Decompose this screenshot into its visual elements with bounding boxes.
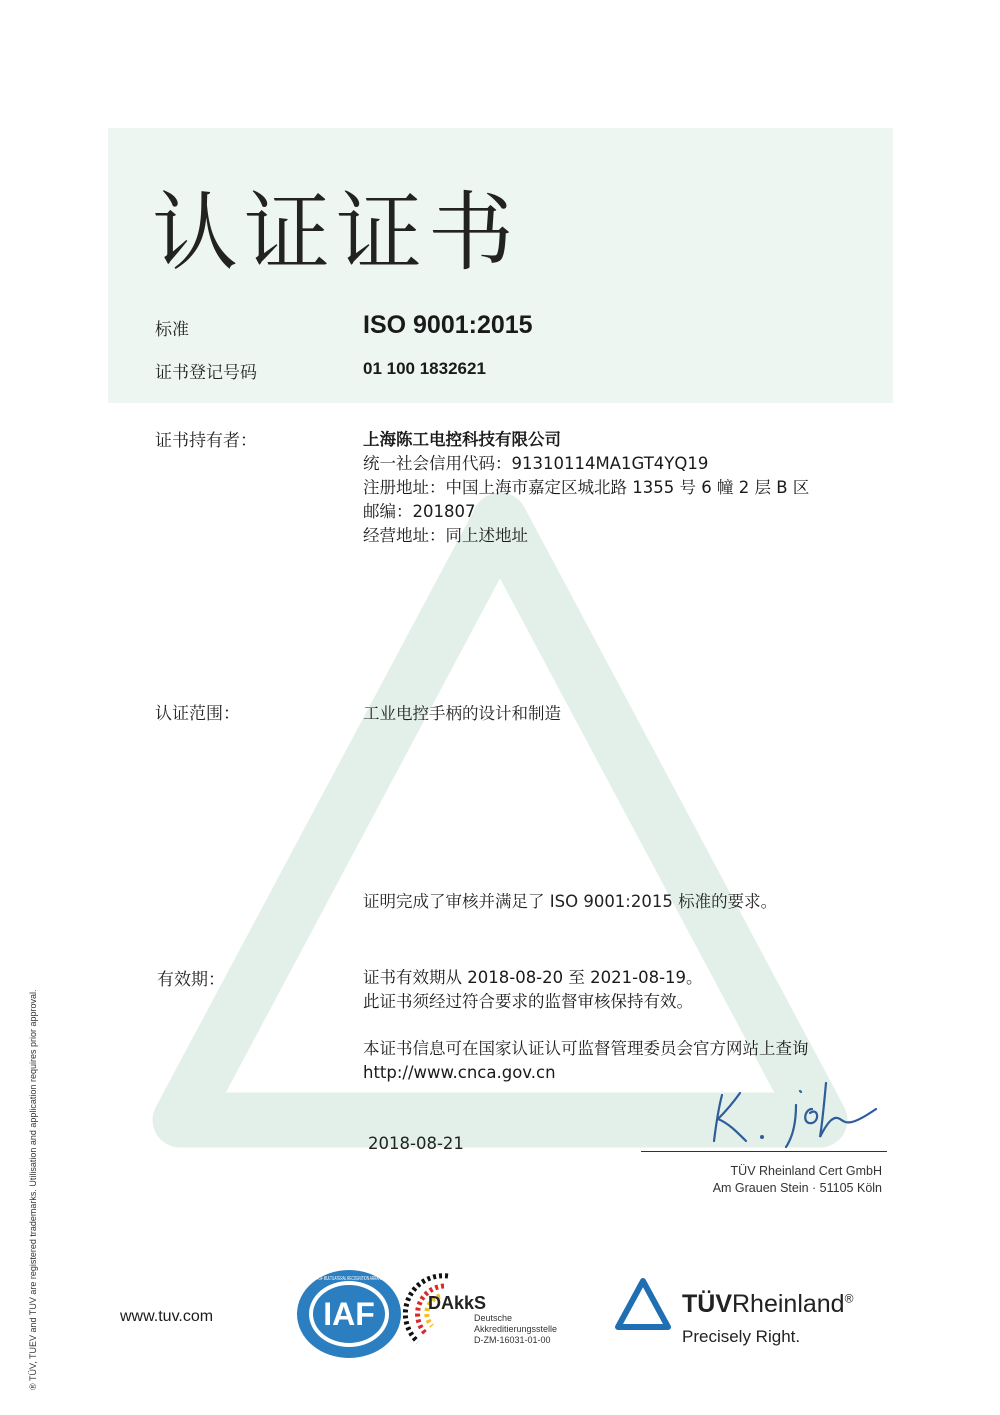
validity-period: 证书有效期从 2018-08-20 至 2021-08-19。 bbox=[363, 968, 703, 987]
trademark-note: ® TÜV, TUEV and TUV are registered trademarks. Utilisation and application requires prior approval. bbox=[28, 989, 38, 1390]
iaf-logo-icon bbox=[295, 1268, 403, 1360]
scope-label: 认证范围： bbox=[155, 704, 240, 724]
validity-condition: 此证书须经过符合要求的监督审核保持有效。 bbox=[363, 992, 693, 1011]
issuer-address: Am Grauen Stein · 51105 Köln bbox=[712, 1181, 882, 1195]
signature-icon bbox=[700, 1075, 890, 1150]
holder-postcode: 邮编：201807 bbox=[363, 502, 476, 521]
holder-details bbox=[363, 428, 809, 548]
tuv-brand-name bbox=[682, 1290, 853, 1319]
standard-label: 标准 bbox=[155, 320, 189, 340]
signature-line bbox=[641, 1151, 887, 1152]
dakks-word: DAkkS bbox=[428, 1293, 487, 1313]
query-url: http://www.cnca.gov.cn bbox=[363, 1063, 556, 1082]
dakks-line-2: Akkreditierungsstelle bbox=[474, 1324, 558, 1334]
holder-credit-code: 统一社会信用代码：91310114MA1GT4YQ19 bbox=[363, 454, 709, 473]
dakks-line-3: D-ZM-16031-01-00 bbox=[474, 1335, 551, 1345]
dakks-emblem-icon bbox=[408, 1272, 478, 1357]
audit-statement: 证明完成了审核并满足了 ISO 9001:2015 标准的要求。 bbox=[363, 892, 778, 911]
registration-value: 01 100 1832621 bbox=[363, 359, 486, 378]
issue-date: 2018-08-21 bbox=[368, 1134, 464, 1153]
iaf-ring-text: MEMBER OF MULTILATERAL RECOGNITION ARRANGEMENT bbox=[304, 1276, 395, 1282]
tuv-triangle-icon bbox=[615, 1278, 671, 1330]
website-link: www.tuv.com bbox=[120, 1308, 214, 1325]
tuv-brand-rest: Rheinland bbox=[732, 1290, 845, 1318]
tuv-brand-bold: TÜV bbox=[682, 1290, 732, 1318]
validity-label: 有效期： bbox=[157, 970, 225, 990]
registration-label: 证书登记号码 bbox=[155, 363, 257, 383]
holder-registered-address: 注册地址：中国上海市嘉定区城北路 1355 号 6 幢 2 层 B 区 bbox=[363, 478, 810, 497]
query-statement: 本证书信息可在国家认证认可监督管理委员会官方网站上查询 bbox=[363, 1039, 809, 1058]
tuv-tagline: Precisely Right. bbox=[682, 1327, 801, 1346]
certificate-title: 认证证书 bbox=[152, 183, 520, 283]
standard-value: ISO 9001:2015 bbox=[363, 311, 533, 339]
holder-company-name: 上海陈工电控科技有限公司 bbox=[363, 430, 561, 449]
iaf-logo-text: IAF bbox=[323, 1296, 375, 1332]
scope-value: 工业电控手柄的设计和制造 bbox=[363, 704, 561, 723]
dakks-line-1: Deutsche bbox=[474, 1313, 513, 1323]
validity-details bbox=[363, 966, 703, 1014]
tuv-registered-mark: ® bbox=[844, 1291, 854, 1306]
issuer-name: TÜV Rheinland Cert GmbH bbox=[730, 1164, 882, 1178]
dakks-details bbox=[474, 1313, 557, 1346]
holder-label: 证书持有者： bbox=[155, 431, 257, 451]
holder-business-address: 经营地址：同上述地址 bbox=[363, 526, 528, 545]
